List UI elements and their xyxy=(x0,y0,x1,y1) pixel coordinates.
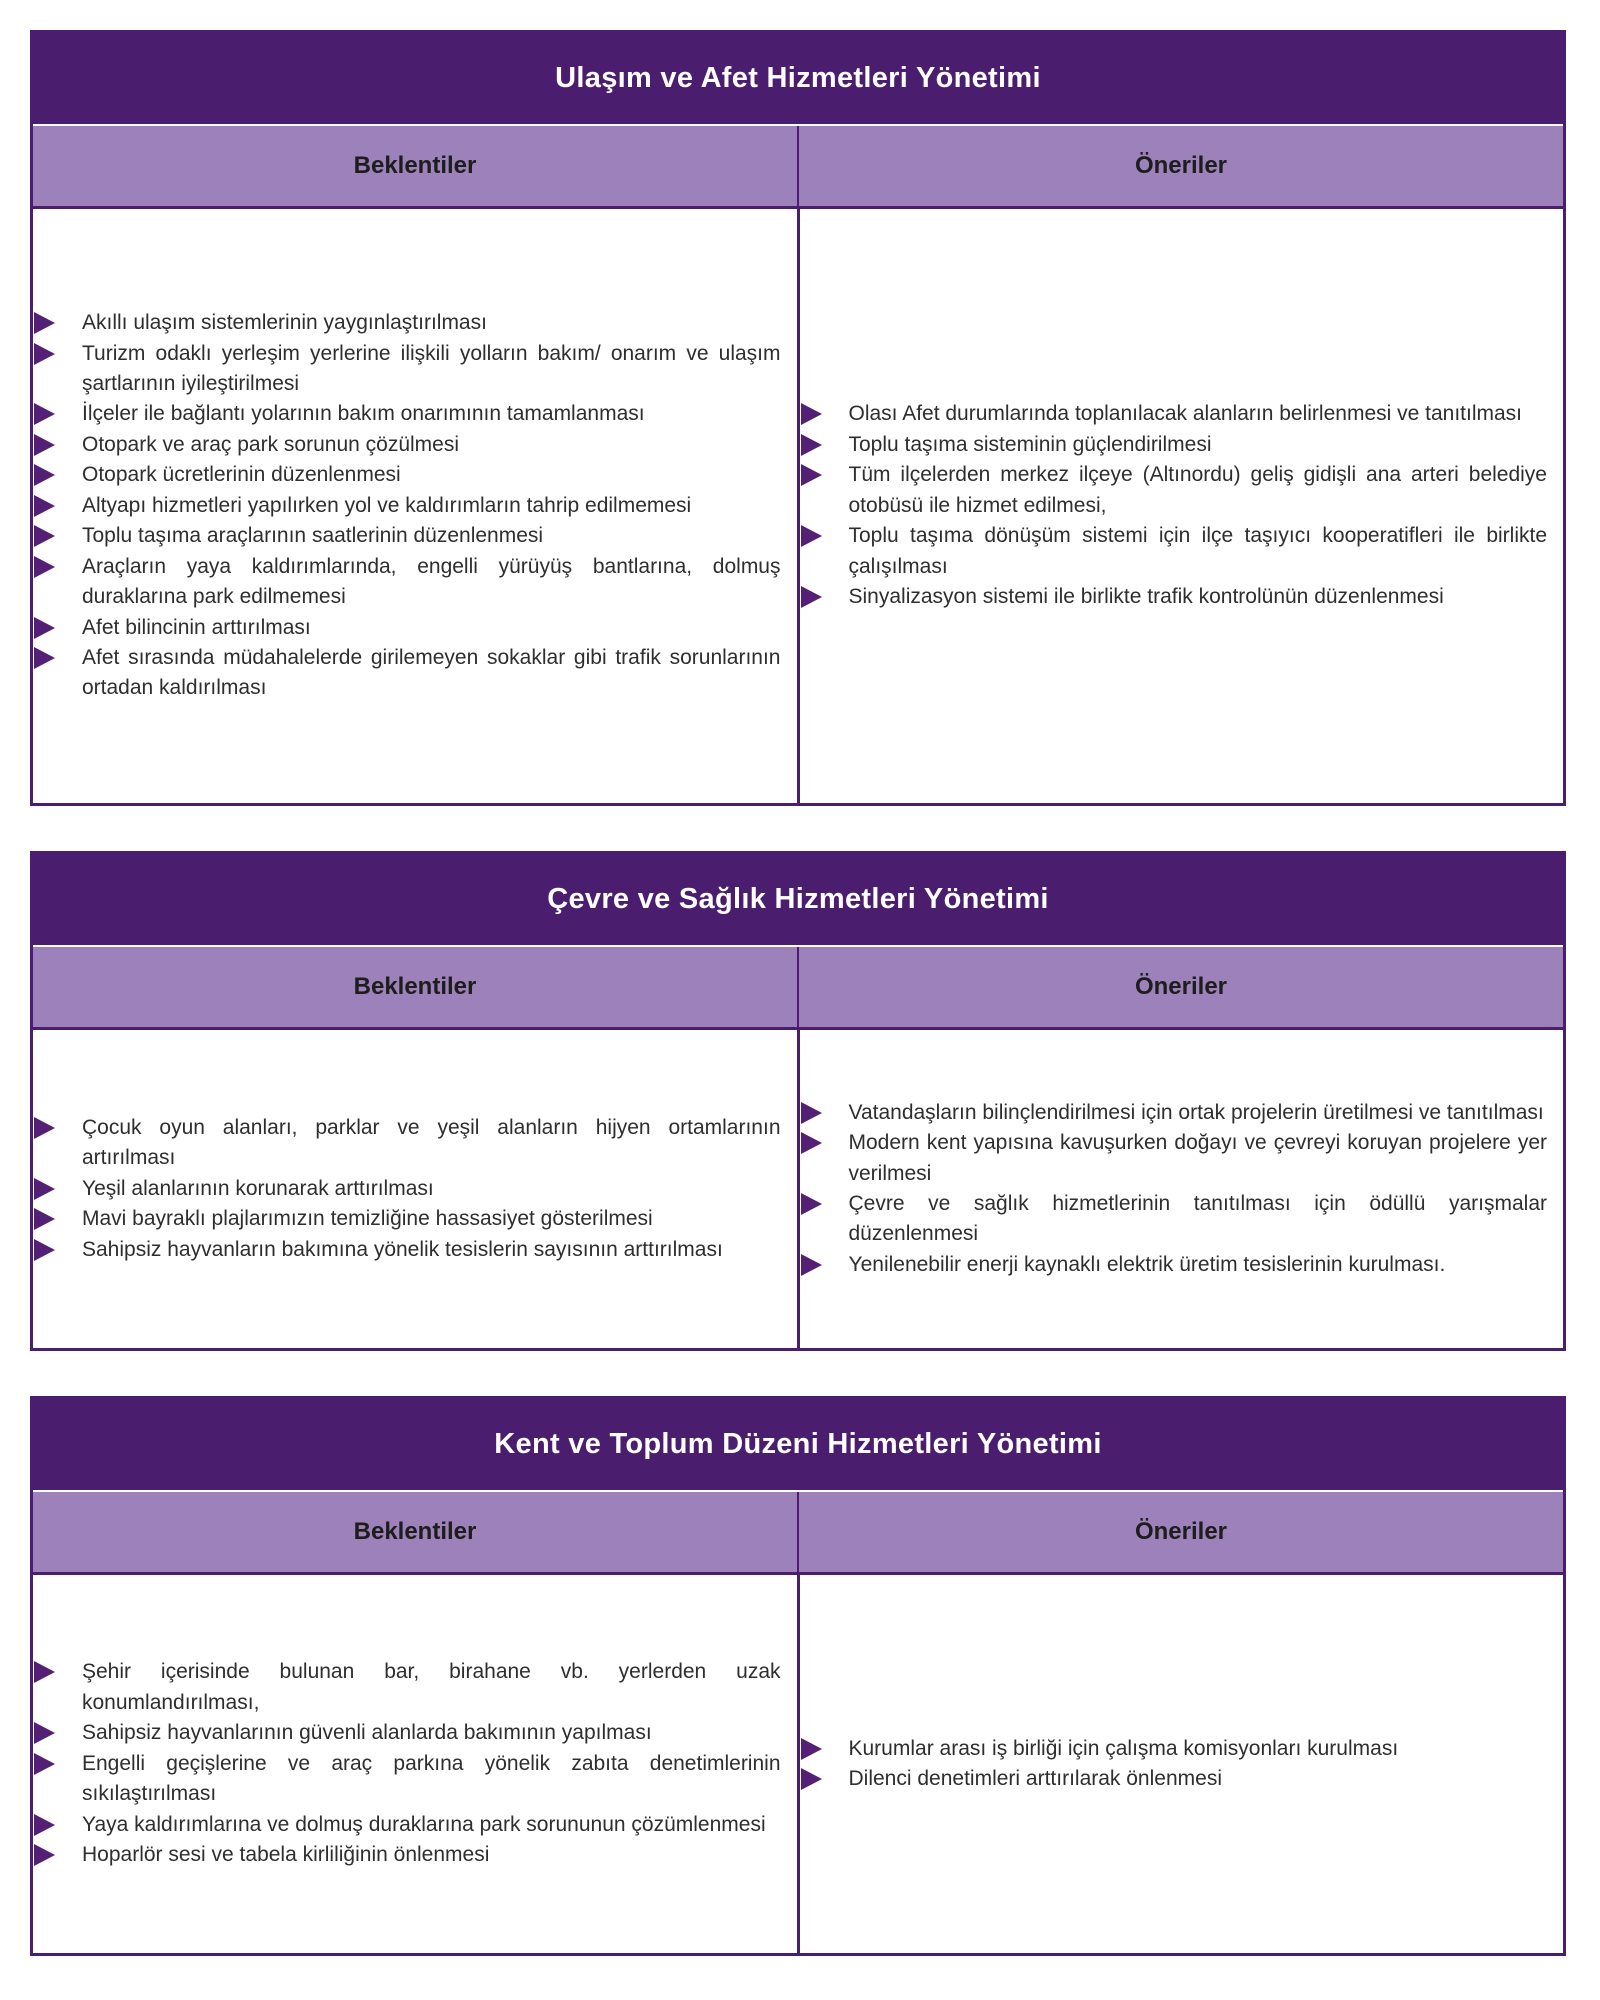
arrow-bullet-icon xyxy=(801,1738,822,1760)
list-item-text: Tüm ilçelerden merkez ilçeye (Altınordu) geliş gidişli ana arteri belediye otobüsü ile hizmet edilmesi, xyxy=(848,463,1547,517)
list-item xyxy=(33,1718,797,1748)
arrow-bullet-icon xyxy=(34,343,55,365)
list-item xyxy=(33,552,797,613)
list-item xyxy=(33,1204,797,1234)
list-item xyxy=(33,1749,797,1810)
list-item-text: Sinyalizasyon sistemi ile birlikte trafik kontrolünün düzenlenmesi xyxy=(848,585,1444,609)
arrow-bullet-icon xyxy=(801,1193,822,1215)
list-item xyxy=(33,308,797,338)
list-item-text: Altyapı hizmetleri yapılırken yol ve kaldırımların tahrip edilmemesi xyxy=(82,493,692,517)
arrow-bullet-icon xyxy=(801,1132,822,1154)
arrow-bullet-icon xyxy=(34,647,55,669)
list-item-text: Toplu taşıma dönüşüm sistemi için ilçe taşıyıcı kooperatifleri ile birlikte çalışılması xyxy=(848,524,1547,578)
table-title: Ulaşım ve Afet Hizmetleri Yönetimi xyxy=(33,33,1563,126)
list-item xyxy=(33,430,797,460)
column-header-oneriler: Öneriler xyxy=(797,1492,1563,1572)
list-item-text: Toplu taşıma sisteminin güçlendirilmesi xyxy=(848,432,1212,456)
list-item-text: Araçların yaya kaldırımlarında, engelli yürüyüş bantlarına, dolmuş duraklarına park edilmemesi xyxy=(82,554,781,609)
expectations-cell xyxy=(33,209,797,803)
list-item xyxy=(33,399,797,429)
list-item xyxy=(33,1840,797,1870)
list-item-text: Afet bilincinin arttırılması xyxy=(82,615,311,639)
arrow-bullet-icon xyxy=(801,434,822,456)
list-item-text: Otopark ve araç park sorunun çözülmesi xyxy=(82,432,460,456)
arrow-bullet-icon xyxy=(34,1239,55,1261)
list-item-text: Sahipsiz hayvanların bakımına yönelik tesislerin sayısının arttırılması xyxy=(82,1237,723,1261)
list-item xyxy=(33,1235,797,1265)
list-item xyxy=(33,460,797,490)
list-item xyxy=(33,613,797,643)
list-item xyxy=(800,399,1564,429)
list-item xyxy=(800,460,1564,521)
suggestions-cell xyxy=(797,1030,1564,1348)
list-item xyxy=(33,643,797,704)
arrow-bullet-icon xyxy=(801,1768,822,1790)
list-item-text: Otopark ücretlerinin düzenlenmesi xyxy=(82,463,401,487)
column-header-beklentiler: Beklentiler xyxy=(353,973,477,1000)
list-item-text: Yeşil alanlarının korunarak arttırılması xyxy=(82,1176,434,1200)
list-item xyxy=(33,491,797,521)
list-item-text: Turizm odaklı yerleşim yerlerine ilişkili yolların bakım/ onarım ve ulaşım şartlarının iyileştirilmesi xyxy=(82,341,781,396)
list-item-text: Toplu taşıma araçlarının saatlerinin düzenlenmesi xyxy=(82,524,544,548)
suggestions-cell xyxy=(797,1575,1564,1953)
list-item xyxy=(33,1657,797,1718)
list-item-text: Modern kent yapısına kavuşurken doğayı ve çevreyi koruyan projelere yer verilmesi xyxy=(848,1131,1547,1185)
list-item-text: Akıllı ulaşım sistemlerinin yaygınlaştırılması xyxy=(82,311,487,335)
arrow-bullet-icon xyxy=(34,1814,55,1836)
table-title: Çevre ve Sağlık Hizmetleri Yönetimi xyxy=(33,854,1563,947)
list-item-text: Mavi bayraklı plajlarımızın temizliğine hassasiyet gösterilmesi xyxy=(82,1207,653,1231)
arrow-bullet-icon xyxy=(34,1753,55,1775)
arrow-bullet-icon xyxy=(801,525,822,547)
list-item-text: İlçeler ile bağlantı yolarının bakım onarımının tamamlanması xyxy=(82,402,645,426)
suggestions-cell xyxy=(797,209,1564,803)
list-item xyxy=(33,521,797,551)
list-item xyxy=(800,430,1564,460)
arrow-bullet-icon xyxy=(34,556,55,578)
arrow-bullet-icon xyxy=(34,403,55,425)
list-item xyxy=(800,1250,1564,1280)
list-item xyxy=(33,1174,797,1204)
arrow-bullet-icon xyxy=(34,1844,55,1866)
list-item-text: Vatandaşların bilinçlendirilmesi için ortak projelerin üretilmesi ve tanıtılması xyxy=(848,1100,1544,1124)
column-header-oneriler: Öneriler xyxy=(797,947,1563,1027)
arrow-bullet-icon xyxy=(34,464,55,486)
arrow-bullet-icon xyxy=(34,525,55,547)
list-item xyxy=(800,1098,1564,1128)
list-item-text: Afet sırasında müdahalelerde girilemeyen sokaklar gibi trafik sorunlarının ortadan kaldırılması xyxy=(82,645,781,700)
arrow-bullet-icon xyxy=(34,434,55,456)
list-item xyxy=(800,521,1564,582)
table-title: Kent ve Toplum Düzeni Hizmetleri Yönetimi xyxy=(33,1399,1563,1492)
list-item xyxy=(33,1113,797,1174)
column-header-row xyxy=(33,1492,1563,1575)
arrow-bullet-icon xyxy=(801,586,822,608)
arrow-bullet-icon xyxy=(801,1254,822,1276)
list-item xyxy=(800,582,1564,612)
table-body xyxy=(33,1030,1563,1348)
expectations-cell xyxy=(33,1030,797,1348)
list-item-text: Hoparlör sesi ve tabela kirliliğinin önlenmesi xyxy=(82,1843,490,1867)
list-item-text: Kurumlar arası iş birliği için çalışma komisyonları kurulması xyxy=(848,1736,1399,1760)
arrow-bullet-icon xyxy=(34,1661,55,1683)
arrow-bullet-icon xyxy=(801,403,822,425)
arrow-bullet-icon xyxy=(34,1117,55,1139)
arrow-bullet-icon xyxy=(34,1208,55,1230)
list-item-text: Dilenci denetimleri arttırılarak önlenmesi xyxy=(848,1767,1222,1790)
column-header-oneriler: Öneriler xyxy=(797,126,1563,206)
list-item xyxy=(33,1810,797,1840)
arrow-bullet-icon xyxy=(34,495,55,517)
list-item-text: Çevre ve sağlık hizmetlerinin tanıtılması için ödüllü yarışmalar düzenlenmesi xyxy=(848,1192,1547,1246)
list-item xyxy=(800,1128,1564,1189)
table-ulasim-afet xyxy=(30,30,1566,806)
arrow-bullet-icon xyxy=(34,1178,55,1200)
arrow-bullet-icon xyxy=(34,312,55,334)
expectations-cell xyxy=(33,1575,797,1953)
arrow-bullet-icon xyxy=(34,1722,55,1744)
table-body xyxy=(33,1575,1563,1953)
list-item-text: Çocuk oyun alanları, parklar ve yeşil alanların hijyen ortamlarının artırılması xyxy=(82,1115,781,1170)
list-item-text: Engelli geçişlerine ve araç parkına yönelik zabıta denetimlerinin sıkılaştırılması xyxy=(82,1751,781,1806)
arrow-bullet-icon xyxy=(801,464,822,486)
column-header-beklentiler: Beklentiler xyxy=(353,152,477,179)
list-item xyxy=(800,1734,1564,1764)
column-header-beklentiler: Beklentiler xyxy=(353,1518,477,1545)
column-header-row xyxy=(33,126,1563,209)
table-body xyxy=(33,209,1563,803)
arrow-bullet-icon xyxy=(34,617,55,639)
table-cevre-saglik xyxy=(30,851,1566,1351)
list-item xyxy=(800,1764,1564,1794)
table-kent-toplum xyxy=(30,1396,1566,1956)
arrow-bullet-icon xyxy=(801,1102,822,1124)
list-item xyxy=(800,1189,1564,1250)
column-header-row xyxy=(33,947,1563,1030)
list-item-text: Yaya kaldırımlarına ve dolmuş duraklarına park sorununun çözümlenmesi xyxy=(82,1812,766,1836)
list-item xyxy=(33,339,797,400)
list-item-text: Sahipsiz hayvanlarının güvenli alanlarda bakımının yapılması xyxy=(82,1721,652,1745)
list-item-text: Şehir içerisinde bulunan bar, birahane vb. yerlerden uzak konumlandırılması, xyxy=(82,1660,781,1714)
list-item-text: Olası Afet durumlarında toplanılacak alanların belirlenmesi ve tanıtılması xyxy=(848,402,1523,426)
list-item-text: Yenilenebilir enerji kaynaklı elektrik üretim tesislerinin kurulması. xyxy=(848,1252,1446,1276)
